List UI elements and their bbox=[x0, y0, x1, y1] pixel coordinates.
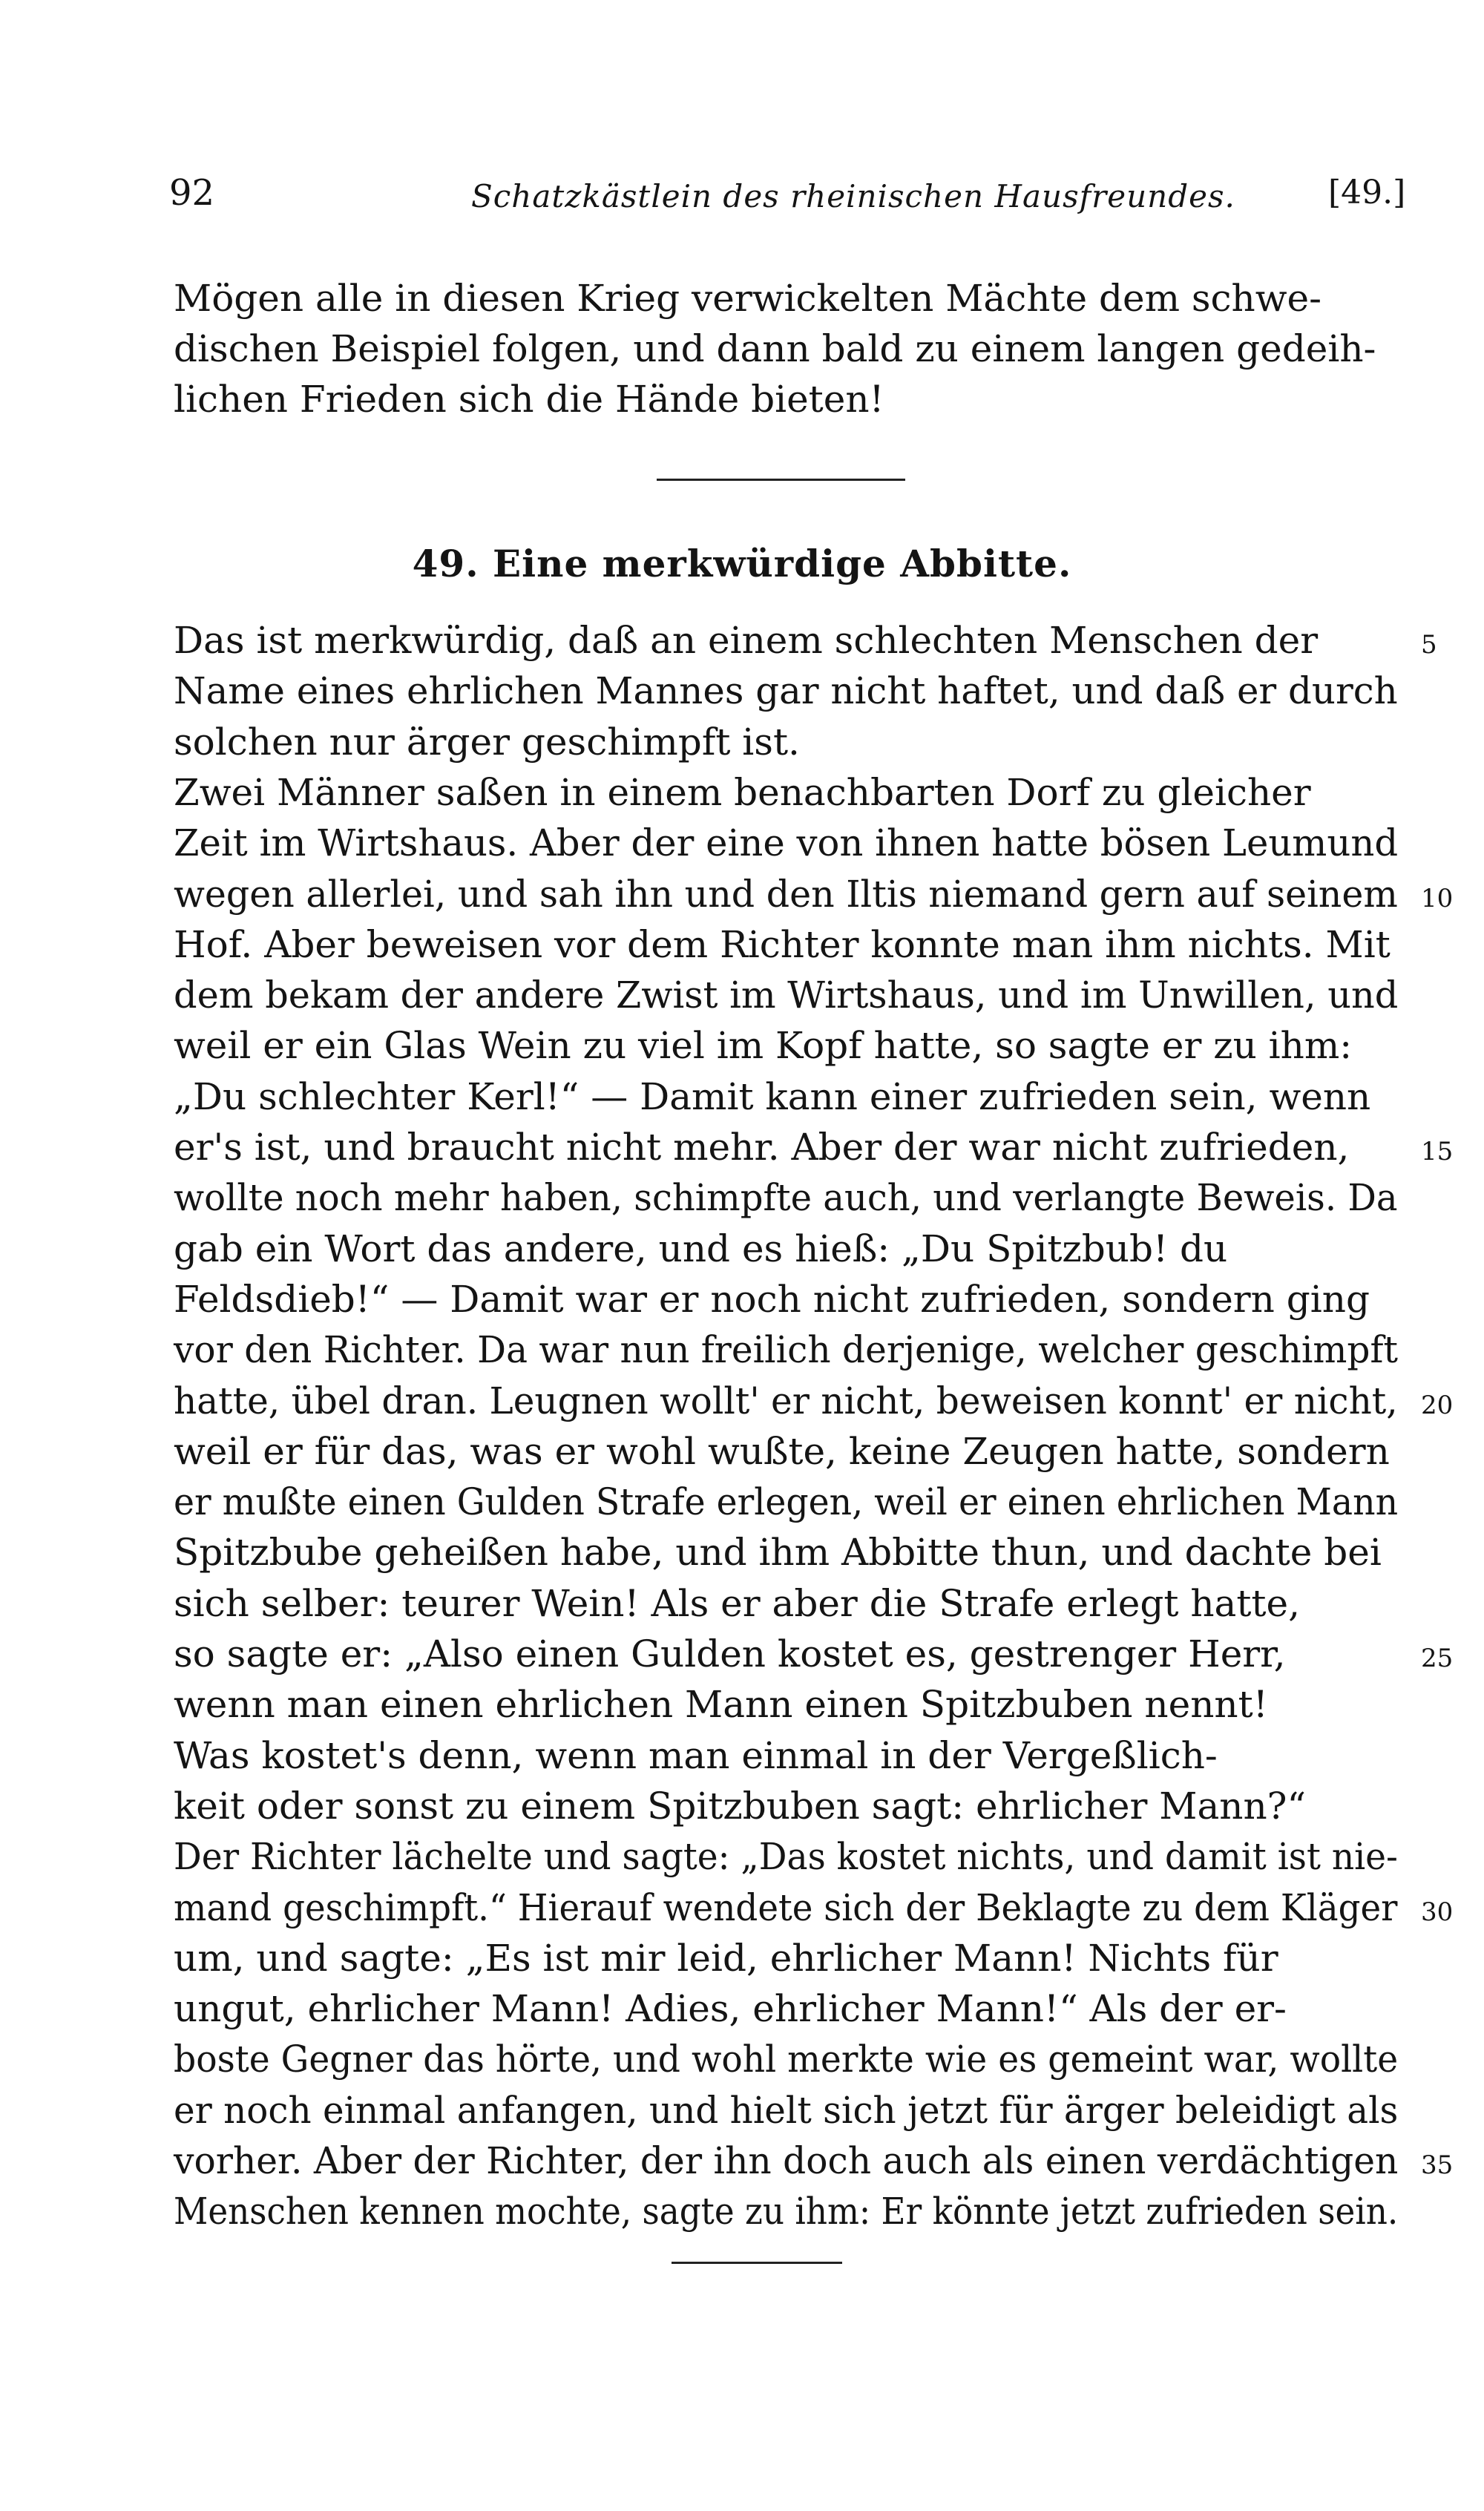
section-heading: 49. Eine merkwürdige Abbitte. bbox=[412, 542, 1072, 585]
running-head bbox=[0, 172, 1484, 224]
text-line: sich selber: teurer Wein! Als er aber die Strafe erlegt hatte, bbox=[174, 1581, 1300, 1625]
text-line: er's ist, und braucht nicht mehr. Aber der war nicht zufrieden, bbox=[174, 1126, 1350, 1169]
text-line: dem bekam der andere Zwist im Wirtshaus, und im Unwillen, und bbox=[174, 974, 1399, 1017]
text-line: Spitzbube geheißen habe, und ihm Abbitte thun, und dachte bei bbox=[174, 1531, 1382, 1575]
margin-line-number: 10 bbox=[1421, 883, 1454, 913]
margin-line-number: 35 bbox=[1421, 2150, 1454, 2180]
margin-line-number: 25 bbox=[1421, 1644, 1454, 1673]
text-line: er mußte einen Gulden Strafe erlegen, weil er einen ehrlichen Mann bbox=[174, 1480, 1399, 1524]
text-line: Name eines ehrlichen Mannes gar nicht haftet, und daß er durch bbox=[174, 669, 1398, 713]
text-line: keit oder sonst zu einem Spitzbuben sagt: ehrlicher Mann?“ bbox=[174, 1784, 1307, 1828]
text-line: vorher. Aber der Richter, der ihn doch auch als einen verdächtigen bbox=[174, 2139, 1399, 2182]
text-line: weil er für das, was er wohl wußte, keine Zeugen hatte, sondern bbox=[174, 1429, 1390, 1473]
text-line: gab ein Wort das andere, und es hieß: „Du Spitzbub! du bbox=[174, 1227, 1228, 1270]
text-line: boste Gegner das hörte, und wohl merkte wie es gemeint war, wollte bbox=[174, 2038, 1399, 2081]
text-line: Hof. Aber beweisen vor dem Richter konnte man ihm nichts. Mit bbox=[174, 922, 1391, 966]
text-line: „Du schlechter Kerl!“ — Damit kann einer zufrieden sein, wenn bbox=[174, 1074, 1371, 1118]
text-line: Das ist merkwürdig, daß an einem schlechten Menschen der bbox=[174, 619, 1319, 662]
text-line: dischen Beispiel folgen, und dann bald zu einem langen gedeih- bbox=[174, 327, 1376, 370]
section-divider-bottom bbox=[672, 2262, 842, 2264]
text-line: Mögen alle in diesen Krieg verwickelten Mächte dem schwe- bbox=[174, 277, 1322, 320]
text-line: Der Richter lächelte und sagte: „Das kostet nichts, und damit ist nie- bbox=[174, 1835, 1398, 1879]
text-line: Was kostet's denn, wenn man einmal in der Vergeßlich- bbox=[174, 1733, 1218, 1777]
text-line: wegen allerlei, und sah ihn und den Iltis niemand gern auf seinem bbox=[174, 872, 1398, 916]
text-line: Menschen kennen mochte, sagte zu ihm: Er könnte jetzt zufrieden sein. bbox=[174, 2190, 1399, 2233]
text-line: solchen nur ärger geschimpft ist. bbox=[174, 720, 800, 764]
text-line: Feldsdieb!“ — Damit war er noch nicht zufrieden, sondern ging bbox=[174, 1277, 1370, 1321]
margin-line-number: 5 bbox=[1421, 630, 1437, 660]
margin-line-number: 30 bbox=[1421, 1897, 1454, 1927]
page-number: 92 bbox=[169, 172, 215, 214]
text-line: so sagte er: „Also einen Gulden kostet es, gestrenger Herr, bbox=[174, 1632, 1286, 1675]
text-line: mand geschimpft.“ Hierauf wendete sich der Beklagte zu dem Kläger bbox=[174, 1885, 1398, 1929]
text-line: er noch einmal anfangen, und hielt sich jetzt für ärger beleidigt als bbox=[174, 2088, 1399, 2132]
text-line: Zeit im Wirtshaus. Aber der eine von ihnen hatte bösen Leumund bbox=[174, 821, 1399, 865]
text-line: weil er ein Glas Wein zu viel im Kopf hatte, so sagte er zu ihm: bbox=[174, 1024, 1353, 1068]
text-line: um, und sagte: „Es ist mir leid, ehrlicher Mann! Nichts für bbox=[174, 1936, 1278, 1980]
text-line: lichen Frieden sich die Hände bieten! bbox=[174, 378, 884, 421]
margin-line-number: 15 bbox=[1421, 1137, 1454, 1166]
text-line: ungut, ehrlicher Mann! Adies, ehrlicher Mann!“ Als der er- bbox=[174, 1987, 1287, 2031]
margin-line-number: 20 bbox=[1421, 1390, 1454, 1420]
text-line: vor den Richter. Da war nun freilich derjenige, welcher geschimpft bbox=[174, 1328, 1398, 1372]
text-line: wollte noch mehr haben, schimpfte auch, und verlangte Beweis. Da bbox=[174, 1176, 1398, 1220]
running-title: Schatzkästlein des rheinischen Hausfreundes. bbox=[471, 178, 1235, 214]
text-line: hatte, übel dran. Leugnen wollt' er nicht, beweisen konnt' er nicht, bbox=[174, 1379, 1398, 1422]
section-reference: [49.] bbox=[1328, 174, 1406, 211]
text-line: wenn man einen ehrlichen Mann einen Spitzbuben nennt! bbox=[174, 1683, 1268, 1727]
section-divider-top bbox=[657, 479, 905, 481]
text-line: Zwei Männer saßen in einem benachbarten Dorf zu gleicher bbox=[174, 770, 1311, 814]
